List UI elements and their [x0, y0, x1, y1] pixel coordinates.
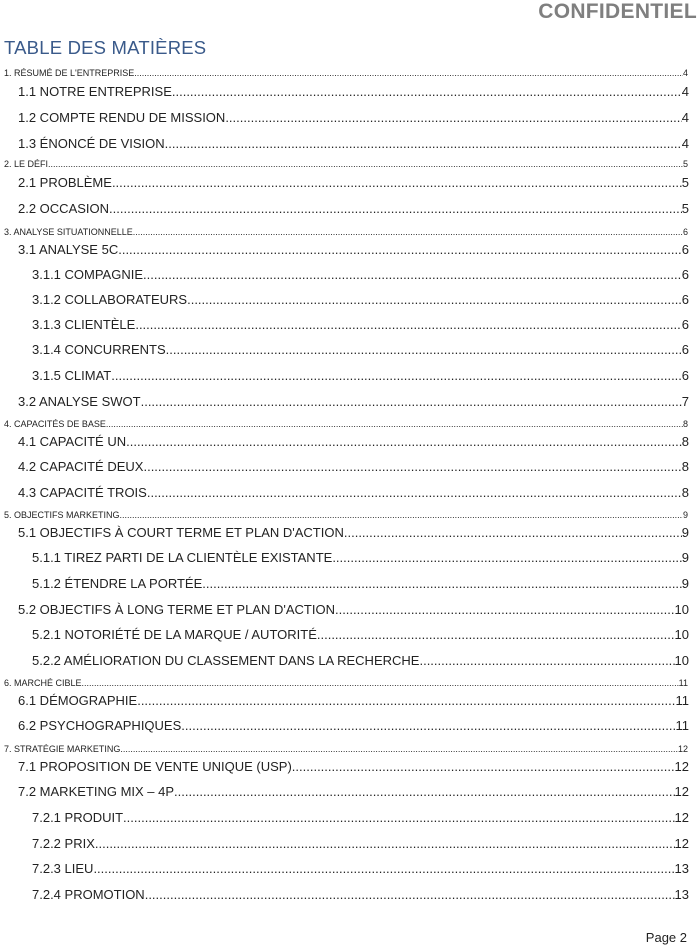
toc-entry-title: 3.2 ANALYSE SWOT: [18, 394, 141, 409]
toc-dot-leader: [143, 459, 681, 475]
toc-subsection-link[interactable]: [18, 602, 689, 618]
toc-entry-title: 5.2.2 AMÉLIORATION DU CLASSEMENT DANS LA RECHERCHE: [32, 653, 420, 668]
toc-dot-leader: [335, 602, 675, 618]
toc-entry-page: 9: [681, 525, 689, 540]
toc-subsection-link[interactable]: [18, 459, 689, 475]
toc-dot-leader: [126, 434, 682, 450]
toc-subsection-link[interactable]: [32, 368, 689, 384]
toc-entry-page: 4: [682, 68, 688, 78]
toc-entry-title: 4.2 CAPACITÉ DEUX: [18, 459, 144, 474]
toc-dot-leader: [120, 510, 683, 521]
toc-entry-page: 8: [681, 485, 689, 500]
toc-subsection-link[interactable]: [32, 887, 689, 903]
toc-dot-leader: [317, 627, 675, 643]
toc-section-link[interactable]: [4, 510, 688, 521]
toc-entry-title: 1.1 NOTRE ENTREPRISE: [18, 84, 172, 99]
toc-entry-title: 3. ANALYSE SITUATIONNELLE: [4, 227, 133, 237]
toc-dot-leader: [118, 242, 682, 258]
toc-dot-leader: [82, 678, 679, 689]
toc-entry-page: 5: [682, 159, 688, 169]
toc-entry-title: 5. OBJECTIFS MARKETING: [4, 510, 120, 520]
toc-dot-leader: [145, 887, 675, 903]
toc-dot-leader: [123, 810, 675, 826]
toc-dot-leader: [419, 653, 674, 669]
toc-dot-leader: [147, 485, 682, 501]
toc-entry-page: 12: [674, 810, 689, 825]
toc-subsection-link[interactable]: [32, 810, 689, 826]
toc-dot-leader: [143, 267, 682, 283]
toc-subsection-link[interactable]: [18, 136, 689, 152]
toc-entry-title: 3.1.4 CONCURRENTS: [32, 342, 166, 357]
toc-entry-page: 9: [682, 510, 688, 520]
toc-subsection-link[interactable]: [32, 317, 689, 333]
toc-entry-title: 5.1.2 ÉTENDRE LA PORTÉE: [32, 576, 203, 591]
toc-entry-title: 5.2.1 NOTORIÉTÉ DE LA MARQUE / AUTORITÉ: [32, 627, 317, 642]
toc-subsection-link[interactable]: [32, 342, 689, 358]
toc-entry-page: 4: [681, 136, 689, 151]
toc-entry-page: 6: [681, 242, 689, 257]
toc-entry-title: 7.2.2 PRIX: [32, 836, 95, 851]
toc-subsection-link[interactable]: [18, 525, 689, 541]
toc-entry-title: 4.1 CAPACITÉ UN: [18, 434, 127, 449]
toc-entry-page: 6: [681, 368, 689, 383]
toc-dot-leader: [134, 68, 683, 79]
toc-subsection-link[interactable]: [18, 485, 689, 501]
toc-entry-page: 12: [674, 784, 689, 799]
toc-section-link[interactable]: [4, 744, 688, 755]
toc-dot-leader: [187, 292, 682, 308]
toc-subsection-link[interactable]: [18, 394, 689, 410]
toc-entry-title: 4. CAPACITÉS DE BASE: [4, 419, 106, 429]
toc-entry-title: 5.2 OBJECTIFS À LONG TERME ET PLAN D'ACTION: [18, 602, 335, 617]
toc-dot-leader: [172, 84, 682, 100]
toc-dot-leader: [133, 227, 683, 238]
toc-dot-leader: [332, 550, 681, 566]
toc-entry-page: 10: [674, 627, 689, 642]
toc-entry-title: 4.3 CAPACITÉ TROIS: [18, 485, 147, 500]
toc-subsection-link[interactable]: [18, 242, 689, 258]
toc-entry-page: 11: [675, 693, 689, 708]
toc-subsection-link[interactable]: [32, 550, 689, 566]
toc-entry-title: 3.1 ANALYSE 5C: [18, 242, 119, 257]
toc-entry-page: 8: [681, 459, 689, 474]
toc-section-link[interactable]: [4, 227, 688, 238]
toc-subsection-link[interactable]: [18, 84, 689, 100]
toc-entry-title: 7. STRATÉGIE MARKETING: [4, 744, 121, 754]
toc-dot-leader: [106, 419, 683, 430]
toc-entry-title: 1. RÉSUMÉ DE L'ENTREPRISE: [4, 68, 135, 78]
toc-entry-page: 6: [681, 292, 689, 307]
toc-entry-page: 12: [674, 836, 689, 851]
toc-entry-title: 3.1.3 CLIENTÈLE: [32, 317, 136, 332]
toc-subsection-link[interactable]: [18, 201, 689, 217]
toc-dot-leader: [109, 201, 682, 217]
page-number: Page 2: [645, 930, 687, 945]
toc-entry-title: 3.1.5 CLIMAT: [32, 368, 112, 383]
toc-entry-page: 12: [674, 759, 689, 774]
toc-entry-title: 6.1 DÉMOGRAPHIE: [18, 693, 138, 708]
toc-entry-title: 2.1 PROBLÈME: [18, 175, 112, 190]
toc-subsection-link[interactable]: [32, 292, 689, 308]
toc-entry-title: 2. LE DÉFI: [4, 159, 49, 169]
toc-entry-page: 8: [682, 419, 688, 429]
toc-entry-page: 6: [681, 317, 689, 332]
toc-subsection-link[interactable]: [32, 861, 689, 877]
toc-entry-page: 5: [681, 201, 689, 216]
toc-entry-title: 1.3 ÉNONCÉ DE VISION: [18, 136, 165, 151]
toc-section-link[interactable]: [4, 159, 688, 170]
toc-subsection-link[interactable]: [18, 110, 689, 126]
toc-entry-title: 5.1.1 TIREZ PARTI DE LA CLIENTÈLE EXISTANTE: [32, 550, 333, 565]
toc-entry-page: 6: [681, 267, 689, 282]
toc-dot-leader: [135, 317, 681, 333]
toc-entry-title: 2.2 OCCASION: [18, 201, 110, 216]
toc-subsection-link[interactable]: [32, 653, 689, 669]
toc-dot-leader: [174, 784, 674, 800]
toc-entry-page: 6: [682, 227, 688, 237]
toc-entry-page: 12: [677, 744, 688, 754]
toc-subsection-link[interactable]: [32, 836, 689, 852]
toc-entry-page: 9: [681, 550, 689, 565]
toc-entry-page: 8: [681, 434, 689, 449]
toc-entry-page: 11: [675, 718, 689, 733]
toc-entry-title: 3.1.1 COMPAGNIE: [32, 267, 144, 282]
toc-dot-leader: [48, 159, 683, 170]
toc-subsection-link[interactable]: [32, 267, 689, 283]
confidential-header: CONFIDENTIEL: [538, 0, 697, 23]
toc-entry-title: 1.2 COMPTE RENDU DE MISSION: [18, 110, 226, 125]
toc-title: TABLE DES MATIÈRES: [4, 37, 207, 58]
toc-entry-page: 11: [678, 678, 688, 688]
toc-dot-leader: [112, 175, 682, 191]
toc-subsection-link[interactable]: [18, 434, 689, 450]
toc-entry-page: 13: [674, 861, 689, 876]
toc-entry-page: 7: [681, 394, 689, 409]
toc-dot-leader: [225, 110, 681, 126]
toc-dot-leader: [344, 525, 682, 541]
toc-entry-title: 7.1 PROPOSITION DE VENTE UNIQUE (USP): [18, 759, 292, 774]
toc-subsection-link[interactable]: [32, 576, 689, 592]
toc-entry-title: 7.2.1 PRODUIT: [32, 810, 124, 825]
toc-entry-title: 7.2 MARKETING MIX – 4P: [18, 784, 175, 799]
toc-section-link[interactable]: [4, 68, 688, 79]
toc-entry-page: 4: [681, 110, 689, 125]
toc-entry-page: 4: [681, 84, 689, 99]
toc-subsection-link[interactable]: [18, 693, 689, 709]
toc-subsection-link[interactable]: [18, 175, 689, 191]
toc-dot-leader: [202, 576, 681, 592]
toc-entry-title: 5.1 OBJECTIFS À COURT TERME ET PLAN D'ACTION: [18, 525, 344, 540]
toc-dot-leader: [165, 136, 682, 152]
toc-dot-leader: [141, 394, 682, 410]
toc-entry-page: 13: [674, 887, 689, 902]
toc-entry-title: 7.2.4 PROMOTION: [32, 887, 145, 902]
toc-dot-leader: [137, 693, 675, 709]
toc-dot-leader: [93, 861, 674, 877]
toc-subsection-link[interactable]: [18, 784, 689, 800]
toc-entry-title: 6. MARCHÉ CIBLE: [4, 678, 82, 688]
toc-dot-leader: [120, 744, 678, 755]
toc-entry-page: 10: [674, 602, 689, 617]
toc-entry-page: 10: [674, 653, 689, 668]
toc-dot-leader: [166, 342, 682, 358]
toc-entry-title: 6.2 PSYCHOGRAPHIQUES: [18, 718, 182, 733]
toc-entry-page: 6: [681, 342, 689, 357]
toc-entry-title: 7.2.3 LIEU: [32, 861, 94, 876]
toc-entry-page: 9: [681, 576, 689, 591]
toc-subsection-link[interactable]: [18, 718, 689, 734]
toc-subsection-link[interactable]: [18, 759, 689, 775]
toc-subsection-link[interactable]: [32, 627, 689, 643]
toc-dot-leader: [111, 368, 682, 384]
toc-dot-leader: [95, 836, 675, 852]
toc-section-link[interactable]: [4, 678, 688, 689]
toc-dot-leader: [181, 718, 675, 734]
toc-dot-leader: [292, 759, 675, 775]
toc-entry-title: 3.1.2 COLLABORATEURS: [32, 292, 188, 307]
toc-entry-page: 5: [681, 175, 689, 190]
toc-section-link[interactable]: [4, 419, 688, 430]
